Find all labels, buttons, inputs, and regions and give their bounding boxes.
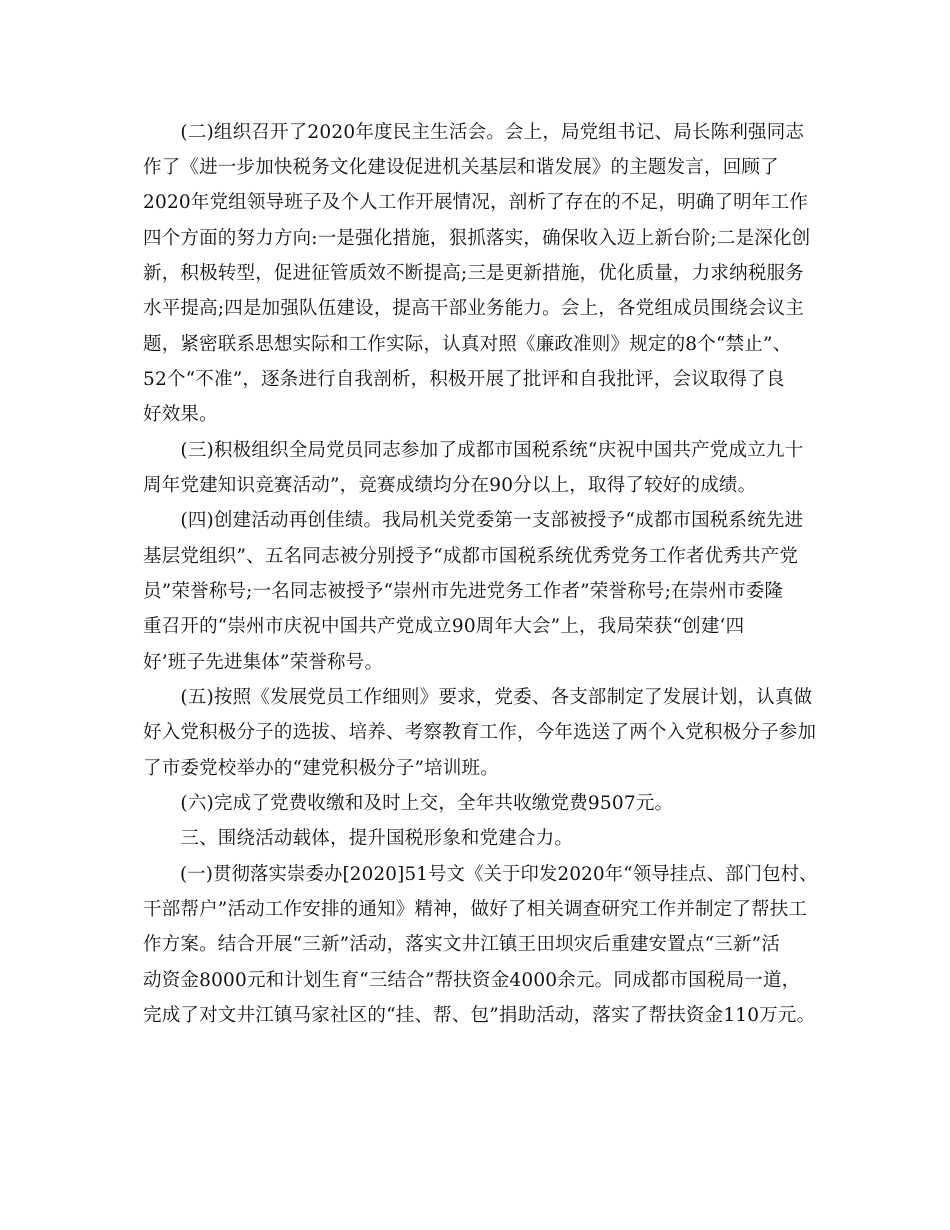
text-line: 好入党积极分子的选拔、培养、考察教育工作，今年选送了两个入党积极分子参加 xyxy=(143,722,817,743)
text-line: 水平提高;四是加强队伍建设，提高干部业务能力。会上，各党组成员围绕会议主 xyxy=(143,298,804,319)
text-line: 基层党组织”、五名同志被分别授予“成都市国税系统优秀党务工作者优秀共产党 xyxy=(143,546,799,567)
text-line: 周年党建知识竞赛活动”，竞赛成绩均分在90分以上，取得了较好的成绩。 xyxy=(143,475,757,496)
text-line: 题，紧密联系思想实际和工作实际，认真对照《廉政准则》规定的8个“禁止”、 xyxy=(143,334,792,355)
text-line: 作方案。结合开展“三新”活动，落实文井江镇王田坝灾后重建安置点“三新”活 xyxy=(143,934,781,955)
text-line: 好’班子先进集体”荣誉称号。 xyxy=(143,652,384,673)
text-line: 52个“不准”，逐条进行自我剖析，积极开展了批评和自我批评，会议取得了良 xyxy=(143,369,785,390)
text-line: (五)按照《发展党员工作细则》要求，党委、各支部制定了发展计划，认真做 xyxy=(143,687,813,708)
text-line: 动资金8000元和计划生育“三结合”帮扶资金4000余元。同成都市国税局一道， xyxy=(143,970,801,991)
text-line: (一)贯彻落实崇委办[2020]51号文《关于印发2020年“领导挂点、部门包村、 xyxy=(143,864,818,885)
text-line: (六)完成了党费收缴和及时上交，全年共收缴党费9507元。 xyxy=(143,793,674,814)
text-line: (三)积极组织全局党员同志参加了成都市国税系统“庆祝中国共产党成立九十 xyxy=(143,440,804,461)
text-line: (二)组织召开了2020年度民主生活会。会上，局党组书记、局长陈利强同志 xyxy=(143,122,805,143)
text-line: 完成了对文井江镇马家社区的“挂、帮、包”捐助活动，落实了帮扶资金110万元。 xyxy=(143,1005,816,1026)
text-line: 2020年党组领导班子及个人工作开展情况，剖析了存在的不足，明确了明年工作 xyxy=(143,192,808,213)
text-line: 四个方面的努力方向:一是强化措施，狠抓落实，确保收入迈上新台阶;二是深化创 xyxy=(143,228,811,249)
text-line: 好效果。 xyxy=(143,404,218,425)
text-line: 了市委党校举办的“建党积极分子”培训班。 xyxy=(143,758,499,779)
section-heading: 三、围绕活动载体，提升国税形象和党建合力。 xyxy=(143,828,574,849)
text-line: 重召开的“崇州市庆祝中国共产党成立90周年大会”上，我局荣获“创建‘四 xyxy=(143,616,745,637)
text-line: 员”荣誉称号;一名同志被授予“崇州市先进党务工作者”荣誉称号;在崇州市委隆 xyxy=(143,581,784,602)
text-line: 作了《进一步加快税务文化建设促进机关基层和谐发展》的主题发言，回顾了 xyxy=(143,157,779,178)
text-line: 新，积极转型，促进征管质效不断提高;三是更新措施，优化质量，力求纳税服务 xyxy=(143,263,804,284)
text-line: 干部帮户”活动工作安排的通知》精神，做好了相关调查研究工作并制定了帮扶工 xyxy=(143,899,808,920)
text-line: (四)创建活动再创佳绩。我局机关党委第一支部被授予“成都市国税系统先进 xyxy=(143,510,804,531)
